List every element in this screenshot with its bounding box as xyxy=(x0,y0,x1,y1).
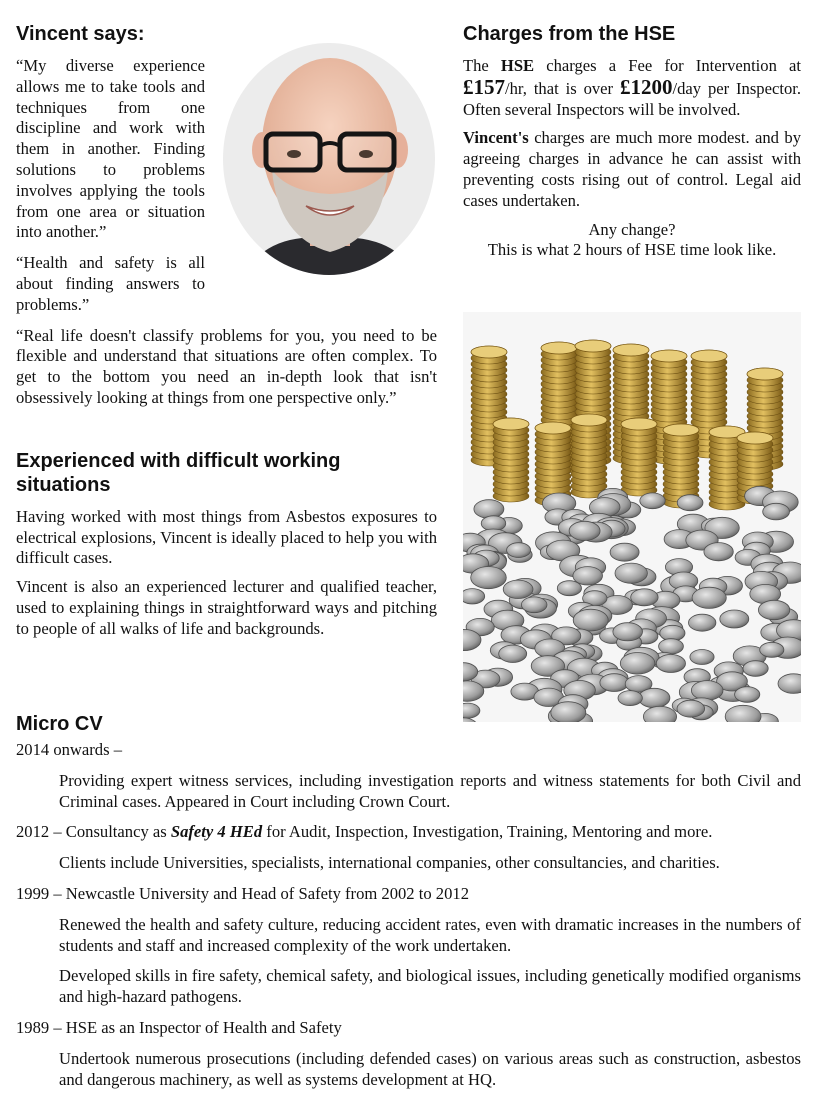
experience-para-1: Having worked with most things from Asbestos exposures to electrical explosions, Vincent is ideally placed to help you with difficult cases. xyxy=(16,506,437,568)
daily-rate: £1200 xyxy=(619,74,673,99)
gold-coin-top xyxy=(621,418,657,430)
silver-coin xyxy=(507,543,531,558)
right-column xyxy=(463,22,801,261)
text: The xyxy=(463,56,501,75)
quotes-narrow xyxy=(16,56,205,316)
gold-coin-top xyxy=(535,422,571,434)
silver-coin xyxy=(659,639,684,654)
silver-coin xyxy=(758,600,789,619)
text: charges a Fee for Intervention at xyxy=(534,56,801,75)
silver-coin xyxy=(471,567,507,589)
silver-coin xyxy=(521,597,547,613)
gold-coin-top xyxy=(737,432,773,444)
silver-coin xyxy=(691,681,723,701)
text: 2012 – Consultancy as xyxy=(16,822,171,842)
gold-coin-top xyxy=(651,350,687,362)
text: charges are much more modest. and by agreeing charges in advance he can assist with preventing costs rising out of control. Legal aid cases undertaken. xyxy=(463,128,801,210)
gold-coin-top xyxy=(541,342,577,354)
silver-coin xyxy=(499,645,527,662)
silver-coin xyxy=(704,543,733,561)
silver-coin xyxy=(735,687,760,703)
any-change: Any change? xyxy=(588,219,676,239)
cv-2014-desc: Providing expert witness services, including investigation reports and witness statements for both Civil and Criminal cases. Appeared in Court including Crown Court. xyxy=(59,770,801,811)
silver-coin xyxy=(600,674,629,692)
gold-coin-top xyxy=(747,368,783,380)
silver-coin xyxy=(656,655,685,673)
text: for Audit, Inspection, Investigation, Training, Mentoring and more. xyxy=(262,822,713,842)
silver-coin xyxy=(689,614,716,631)
coins-photo xyxy=(463,312,801,722)
silver-coin xyxy=(720,610,749,628)
gold-coin-top xyxy=(575,340,611,352)
silver-coin xyxy=(569,521,600,540)
cv-1999-title: 1999 – Newcastle University and Head of Safety from 2002 to 2012 xyxy=(16,883,469,903)
vincent-heading: Vincent says: xyxy=(16,23,145,45)
silver-coin xyxy=(613,623,643,641)
silver-coin xyxy=(743,661,768,677)
silver-coin xyxy=(618,691,642,706)
hse-bold: HSE xyxy=(500,56,535,75)
experience-heading: Experienced with difficult working situations xyxy=(16,449,341,496)
gold-coin-top xyxy=(691,350,727,362)
charges-para-2 xyxy=(463,128,801,211)
text: /hr, that is over xyxy=(505,78,620,98)
hse-time-caption: This is what 2 hours of HSE time look like. xyxy=(487,240,777,260)
silver-coin xyxy=(557,581,581,596)
safety4hed-brand: Safety 4 HEd xyxy=(170,822,263,842)
quote-2: “Health and safety is all about finding answers to problems.” xyxy=(16,253,205,314)
silver-coin xyxy=(640,493,665,509)
silver-coin xyxy=(690,650,714,665)
silver-coin xyxy=(474,500,504,519)
cv-heading: Micro CV xyxy=(16,713,103,735)
silver-coin xyxy=(573,609,608,631)
silver-coin xyxy=(763,503,790,520)
silver-coin xyxy=(692,587,726,608)
silver-coin xyxy=(463,589,485,604)
cv-2014-title: 2014 onwards – xyxy=(16,740,123,759)
gold-coin-top xyxy=(471,346,507,358)
silver-coin xyxy=(503,580,533,598)
hourly-rate: £157 xyxy=(463,74,505,99)
portrait-photo xyxy=(222,42,436,276)
silver-coin xyxy=(677,495,703,511)
gold-coin-top xyxy=(663,424,699,436)
experience-para-2: Vincent is also an experienced lecturer and qualified teacher, used to explaining things in straightforward ways and pitching to people of all walks of life and backgrounds. xyxy=(16,577,437,638)
silver-coin xyxy=(610,543,639,561)
cv-1999-desc-2: Developed skills in fire safety, chemical safety, and biological issues, including genetically modified organisms and high-hazard pathogens. xyxy=(59,966,801,1007)
silver-coin xyxy=(760,642,784,657)
silver-coin xyxy=(631,589,658,606)
charges-heading: Charges from the HSE xyxy=(463,23,676,45)
cv-2012-desc: Clients include Universities, specialists, international companies, other consultancies, and charities. xyxy=(59,853,720,873)
silver-coin xyxy=(620,653,655,675)
charges-para-1 xyxy=(463,56,801,120)
cv-2012-title xyxy=(16,822,801,843)
gold-coin-top xyxy=(571,414,607,426)
text: /day per Inspector. Often several Inspectors will be involved. xyxy=(463,78,802,119)
gold-coin-top xyxy=(493,418,529,430)
silver-coin xyxy=(615,563,647,583)
micro-cv xyxy=(16,712,801,1090)
gold-coin-top xyxy=(613,344,649,356)
cv-1999-desc-1: Renewed the health and safety culture, reducing accident rates, even with dramatic increases in the numbers of students and staff and increased complexity of the work undertaken. xyxy=(59,914,801,955)
vincent-bold: Vincent's xyxy=(463,128,529,148)
silver-coin xyxy=(639,688,670,707)
quote-1: “My diverse experience allows me to take tools and techniques from one discipline and work with them in another. Finding solutions to problems involves applying the tools from one area or situation into another.” xyxy=(16,56,205,242)
cv-1989-title: 1989 – HSE as an Inspector of Health and Safety xyxy=(16,1017,342,1037)
quote-3: “Real life doesn't classify problems for you, you need to be flexible and understand that situations are often complex. To get to the bottom you need an in-depth look that isn't obsessively looking at things from one perspective only.” xyxy=(16,325,437,407)
cv-1989-desc: Undertook numerous prosecutions (including defended cases) on various areas such as construction, asbestos and dangerous machinery, as well as systems development at HQ. xyxy=(59,1048,801,1089)
